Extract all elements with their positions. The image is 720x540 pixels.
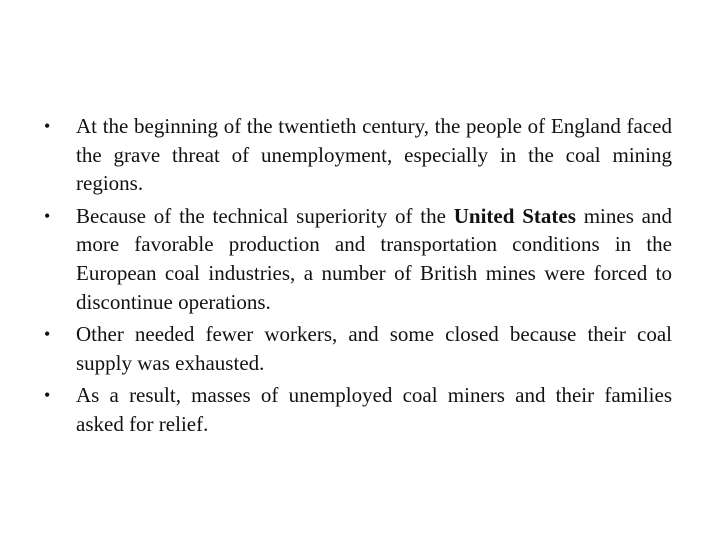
list-item xyxy=(44,112,672,198)
bullet-text: As a result, masses of unemployed coal miners and their families asked for relief. xyxy=(76,383,672,436)
bullet-text-start: Because of the technical superiority of the xyxy=(76,203,454,228)
list-item xyxy=(44,381,672,438)
bullet-text: At the beginning of the twentieth century, the people of England faced the grave threat of unemployment, especially in the coal mining regions. xyxy=(76,114,672,196)
bullet-icon: • xyxy=(44,205,51,226)
list-item xyxy=(44,202,672,316)
bullet-icon: • xyxy=(44,385,51,406)
bullet-icon: • xyxy=(44,324,51,345)
bullet-icon: • xyxy=(44,116,51,136)
list-item xyxy=(44,320,672,377)
bullet-text: Other needed fewer workers, and some closed because their coal supply was exhausted. xyxy=(76,322,672,375)
bullet-list xyxy=(44,112,672,443)
bullet-text-end: mines and more favorable production and transportation conditions in the European coal industries, a number of British mines were forced to discontinue operations. xyxy=(76,203,673,314)
bullet-emphasis: United States xyxy=(453,203,576,228)
